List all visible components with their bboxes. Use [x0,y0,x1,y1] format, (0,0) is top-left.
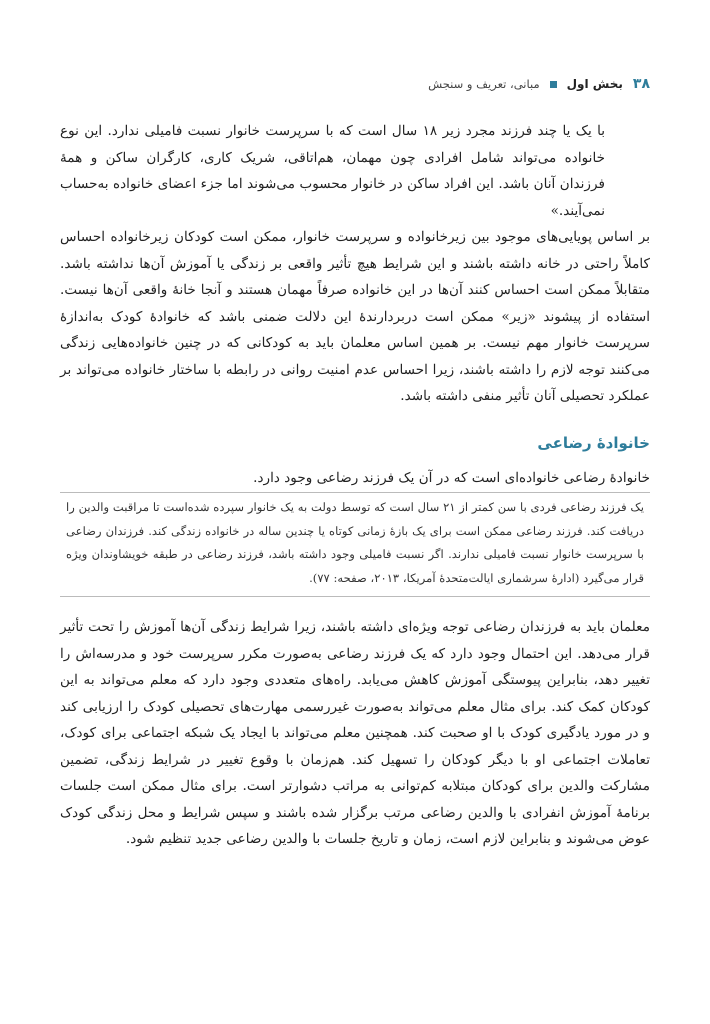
definition-box: یک فرزند رضاعی فردی با سن کمتر از ۲۱ سال است که توسط دولت به یک خانوار سپرده شده‌است تا مراقبت والدین را دریافت کند. فرزند رضاعی ممکن است برای یک بازهٔ زمانی کوتاه یا چندین ساله در خانواده زندگی کند. فرزندان رضاعی با سرپرست خانوار نسبت فامیلی ندارند. اگر نسبت فامیلی وجود داشته باشد، فرزند رضاعی در طبقه خویشاوندان ویژه قرار می‌گیرد (ادارهٔ سرشماری ایالت‌متحدهٔ آمریکا، ۲۰۱۳، صفحه: ۷۷). [60,492,650,597]
body-paragraph-foster-intro: خانوادهٔ رضاعی خانواده‌ای است که در آن یک فرزند رضاعی وجود دارد. [253,470,650,486]
page-number: ۳۸ [632,76,650,92]
running-header [60,74,650,94]
quoted-definition: با یک یا چند فرزند مجرد زیر ۱۸ سال است که با سرپرست خانوار نسبت فامیلی ندارد. این نوع خانواده می‌تواند شامل افرادی چون مهمان، هم‌اتاقی، شریک کاری، کارگران ساکن و همهٔ فرزندان آنان باشد. این افراد ساکن در خانوار محسوب می‌شوند اما جزء اعضای خانواده به‌حساب نمی‌آیند.» [60,123,605,219]
body-paragraph-subfamily: بر اساس پویایی‌های موجود بین زیرخانواده و سرپرست خانوار، ممکن است کودکان زیرخانواده احساس کاملاً راحتی در خانه داشته باشند و این شرایط هیچ تأثیر واقعی بر زندگی یا آموزش آن‌ها نداشته باشد. متقابلاً ممکن است احساس کنند آن‌ها در این خانواده صرفاً مهمان هستند و آنجا خانهٔ واقعی آن‌ها نیست. استفاده از پیشوند «زیر» ممکن است دربردارندهٔ این دلالت ضمنی باشد که خانوادهٔ کودک به‌اندازهٔ سرپرست خانوار مهم نیست. بر همین اساس معلمان باید به کودکانی که در چنین خانواده‌هایی زندگی می‌کنند توجه لازم را داشته باشند، زیرا احساس عدم امنیت روانی در رابطه با ساختار خانواده می‌تواند بر عملکرد تحصیلی آنان تأثیر منفی داشته باشد. [60,229,650,404]
section-heading: خانوادهٔ رضاعی [537,434,650,452]
body-paragraph-foster-teachers: معلمان باید به فرزندان رضاعی توجه ویژه‌ای داشته باشند، زیرا شرایط زندگی آن‌ها آموزش را تحت تأثیر قرار می‌دهد. این احتمال وجود دارد که یک فرزند رضاعی به‌صورت مکرر سرپرست خود و مدرسه‌اش را تغییر دهد، بنابراین پیوستگی آموزش کاهش می‌یابد. راه‌های متعددی وجود دارد که معلم می‌تواند به این کودکان کمک کند. برای مثال معلم می‌تواند به‌صورت غیررسمی مهارت‌های تحصیلی کودک را ارزیابی کند و در مورد یادگیری کودک با او صحبت کند. همچنین معلم می‌تواند با ایجاد یک شبکه اجتماعی برای کودک، تعاملات اجتماعی او با دیگر کودکان را تسهیل کند. هم‌زمان با وقوع تغییر در شرایط زندگی، تضمین مشارکت والدین برای کودکان مبتلابه کم‌توانی به مراتب دشوارتر است. برای مثال ممکن است جلسات برنامهٔ آموزش انفرادی با والدین رضاعی مرتب برگزار شده باشند و سپس شرایط و محل زندگی کودک عوض می‌شوند و بنابراین لازم است، زمان و تاریخ جلسات با والدین رضاعی جدید تنظیم شود. [60,619,650,847]
header-square-icon [550,81,557,88]
part-label: بخش اول [566,77,623,91]
chapter-title: مبانی، تعریف و سنجش [428,77,540,91]
